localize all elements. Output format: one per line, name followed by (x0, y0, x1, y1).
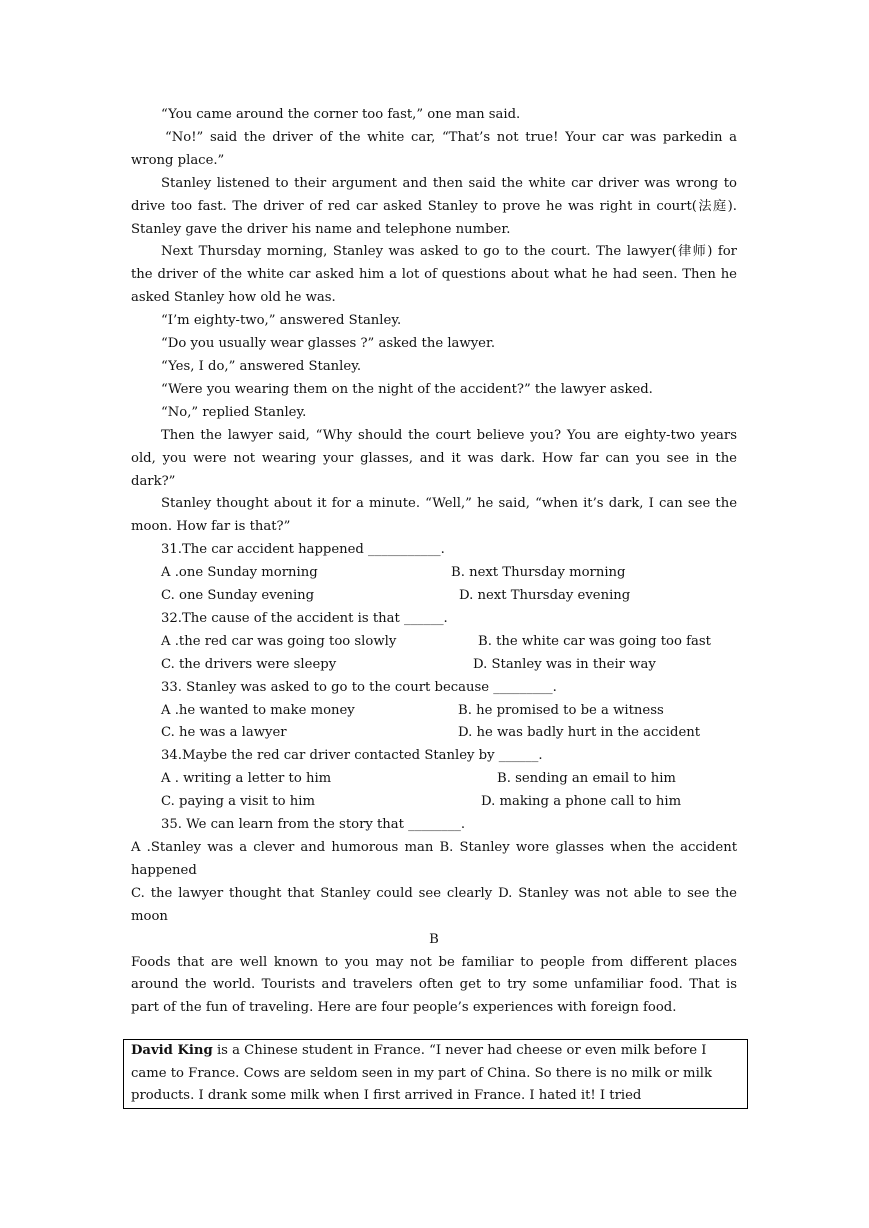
option-row (131, 654, 737, 677)
question-stem: 33. Stanley was asked to go to the court because _________. (161, 679, 557, 695)
story-paragraph: Next Thursday morning, Stanley was asked to go to the court. The lawyer(律师) for the driver of the white car asked him a lot of questions about what he had seen. Then he asked Stanley how old he was. (131, 244, 737, 306)
answer-option: C. he was a lawyer (161, 725, 287, 741)
story-paragraph: “Yes, I do,” answered Stanley. (161, 358, 362, 374)
answer-option: C. paying a visit to him (161, 794, 315, 810)
experience-text: is a Chinese student in France. “I never had cheese or even milk before I came to France. Cows are seldom seen in my part of China. So there is no milk or milk products. I drank some milk when I first arrived in France. I hated it! I tried (131, 1043, 712, 1103)
question-stem: 34.Maybe the red car driver contacted Stanley by ______. (161, 748, 543, 764)
question-option-line: A .Stanley was a clever and humorous man B. Stanley wore glasses when the accident happened (131, 840, 737, 878)
answer-option: A .one Sunday morning (161, 565, 318, 581)
answer-option: D. he was badly hurt in the accident (458, 725, 701, 741)
option-row (131, 791, 737, 814)
question-stem: 32.The cause of the accident is that ______. (161, 610, 448, 626)
section-heading: B (429, 931, 439, 947)
answer-option: D. Stanley was in their way (473, 656, 656, 672)
story-text (131, 104, 737, 539)
story-paragraph: Stanley listened to their argument and then said the white car driver was wrong to drive too fast. The driver of red car asked Stanley to prove he was right in court(法庭). Stanley gave the driver his name and telephone number. (131, 175, 737, 237)
answer-option: C. the drivers were sleepy (161, 656, 337, 672)
document-page (131, 104, 737, 1020)
question-stem: 31.The car accident happened ___________. (161, 542, 445, 558)
question-stem: 35. We can learn from the story that ________. (161, 817, 466, 833)
answer-option: C. one Sunday evening (161, 588, 315, 604)
question-option-line: C. the lawyer thought that Stanley could see clearly D. Stanley was not able to see the moon (131, 885, 737, 924)
question-list (131, 539, 737, 814)
experience-box (123, 1039, 748, 1109)
answer-option: B. he promised to be a witness (458, 702, 664, 718)
section-intro: Foods that are well known to you may not be familiar to people from different places around the world. Tourists and travelers often get to try some unfamiliar food. That is part of the fun of traveling. Here are four people’s experiences with foreign food. (131, 954, 737, 1016)
answer-option: A . writing a letter to him (161, 771, 332, 787)
story-paragraph: “No,” replied Stanley. (161, 404, 307, 420)
option-row (131, 722, 737, 745)
option-row (131, 631, 737, 654)
answer-option: D. making a phone call to him (481, 794, 682, 810)
story-paragraph: Stanley thought about it for a minute. “Well,” he said, “when it’s dark, I can see the moon. How far is that?” (131, 496, 737, 535)
story-paragraph: Then the lawyer said, “Why should the court believe you? You are eighty-two years old, you were not wearing your glasses, and it was dark. How far can you see in the dark?” (131, 427, 737, 489)
story-paragraph: “No!” said the driver of the white car, “That’s not true! Your car was parkedin a wrong place.” (131, 129, 737, 168)
answer-option: D. next Thursday evening (459, 588, 631, 604)
option-row (131, 768, 737, 791)
person-name: David King (131, 1043, 213, 1058)
option-row (131, 700, 737, 723)
answer-option: A .the red car was going too slowly (161, 633, 397, 649)
option-row (131, 562, 737, 585)
story-paragraph: “You came around the corner too fast,” one man said. (161, 107, 521, 122)
story-paragraph: “Do you usually wear glasses ?” asked the lawyer. (161, 336, 496, 352)
answer-option: B. sending an email to him (497, 771, 676, 787)
option-row (131, 585, 737, 608)
answer-option: A .he wanted to make money (161, 702, 355, 718)
question-35 (131, 814, 737, 929)
story-paragraph: “I’m eighty-two,” answered Stanley. (161, 313, 402, 329)
answer-option: B. the white car was going too fast (478, 633, 711, 649)
story-paragraph: “Were you wearing them on the night of the accident?” the lawyer asked. (161, 381, 653, 397)
answer-option: B. next Thursday morning (451, 565, 626, 581)
